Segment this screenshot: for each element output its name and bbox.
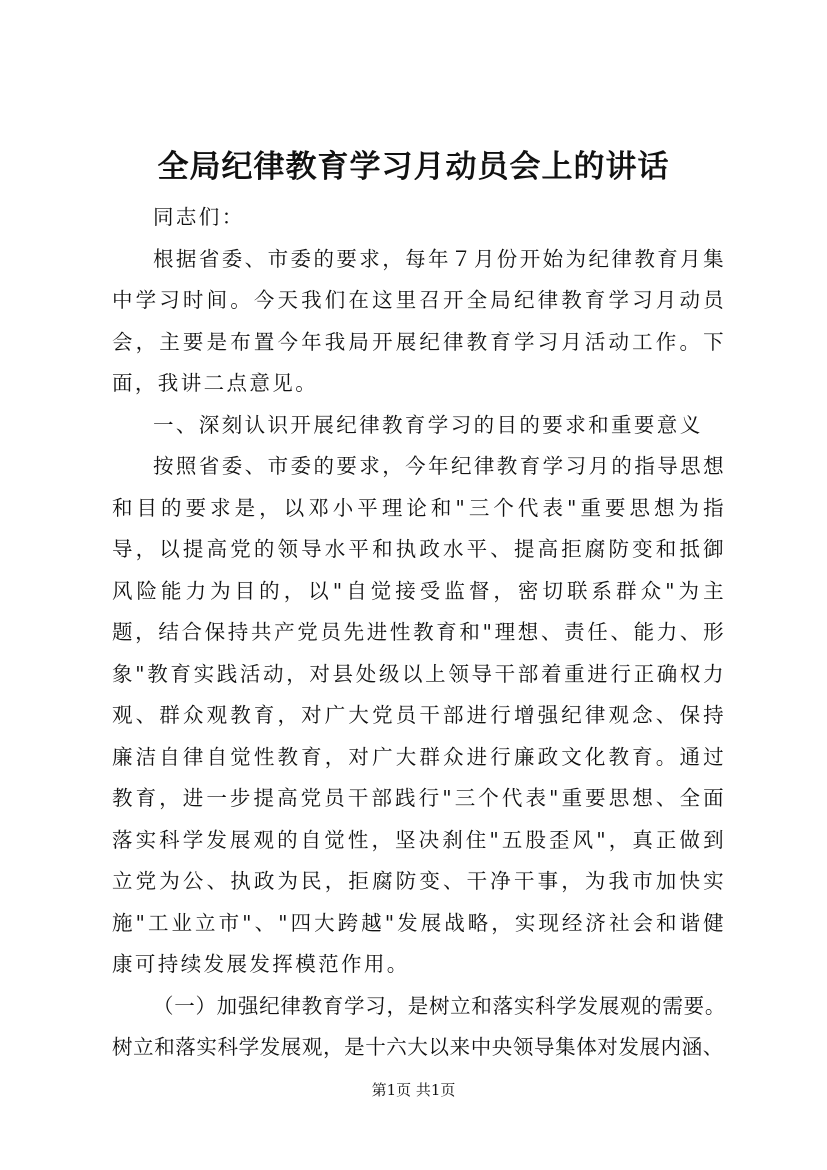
document-title: 全局纪律教育学习月动员会上的讲话 xyxy=(157,149,670,185)
paragraph-subsection: （一）加强纪律教育学习，是树立和落实科学发展观的需要。树立和落实科学发展观，是十六大以来中央领导集体对发展内涵、 xyxy=(112,993,726,1059)
page-footer: 第1页 共1页 xyxy=(371,1081,456,1099)
section-heading: 一、深刻认识开展纪律教育学习的目的要求和重要意义 xyxy=(153,412,703,437)
paragraph-intro: 根据省委、市委的要求，每年７月份开始为纪律教育月集中学习时间。今天我们在这里召开全局纪律教育学习月动员会，主要是布置今年我局开展纪律教育学习月活动工作。下面，我讲二点意见。 xyxy=(112,246,726,395)
paragraph-main: 按照省委、市委的要求，今年纪律教育学习月的指导思想和目的要求是，以邓小平理论和"三个代表"重要思想为指导，以提高党的领导水平和执政水平、提高拒腐防变和抵御风险能力为目的，以"自觉接受监督，密切联系群众"为主题，结合保持共产党员先进性教育和"理想、责任、能力、形象"教育实践活动，对县处级以上领导干部着重进行正确权力观、群众观教育，对广大党员干部进行增强纪律观念、保持廉洁自律自觉性教育，对广大群众进行廉政文化教育。通过教育，进一步提高党员干部践行"三个代表"重要思想、全面落实科学发展观的自觉性，坚决刹住"五股歪风"，真正做到立党为公、执政为民，拒腐防变、干净干事，为我市加快实施"工业立市"、"四大跨越"发展战略，实现经济社会和谐健康可持续发展发挥模范作用。 xyxy=(112,454,726,976)
document-body xyxy=(112,197,726,1069)
salutation: 同志们： xyxy=(153,205,245,229)
